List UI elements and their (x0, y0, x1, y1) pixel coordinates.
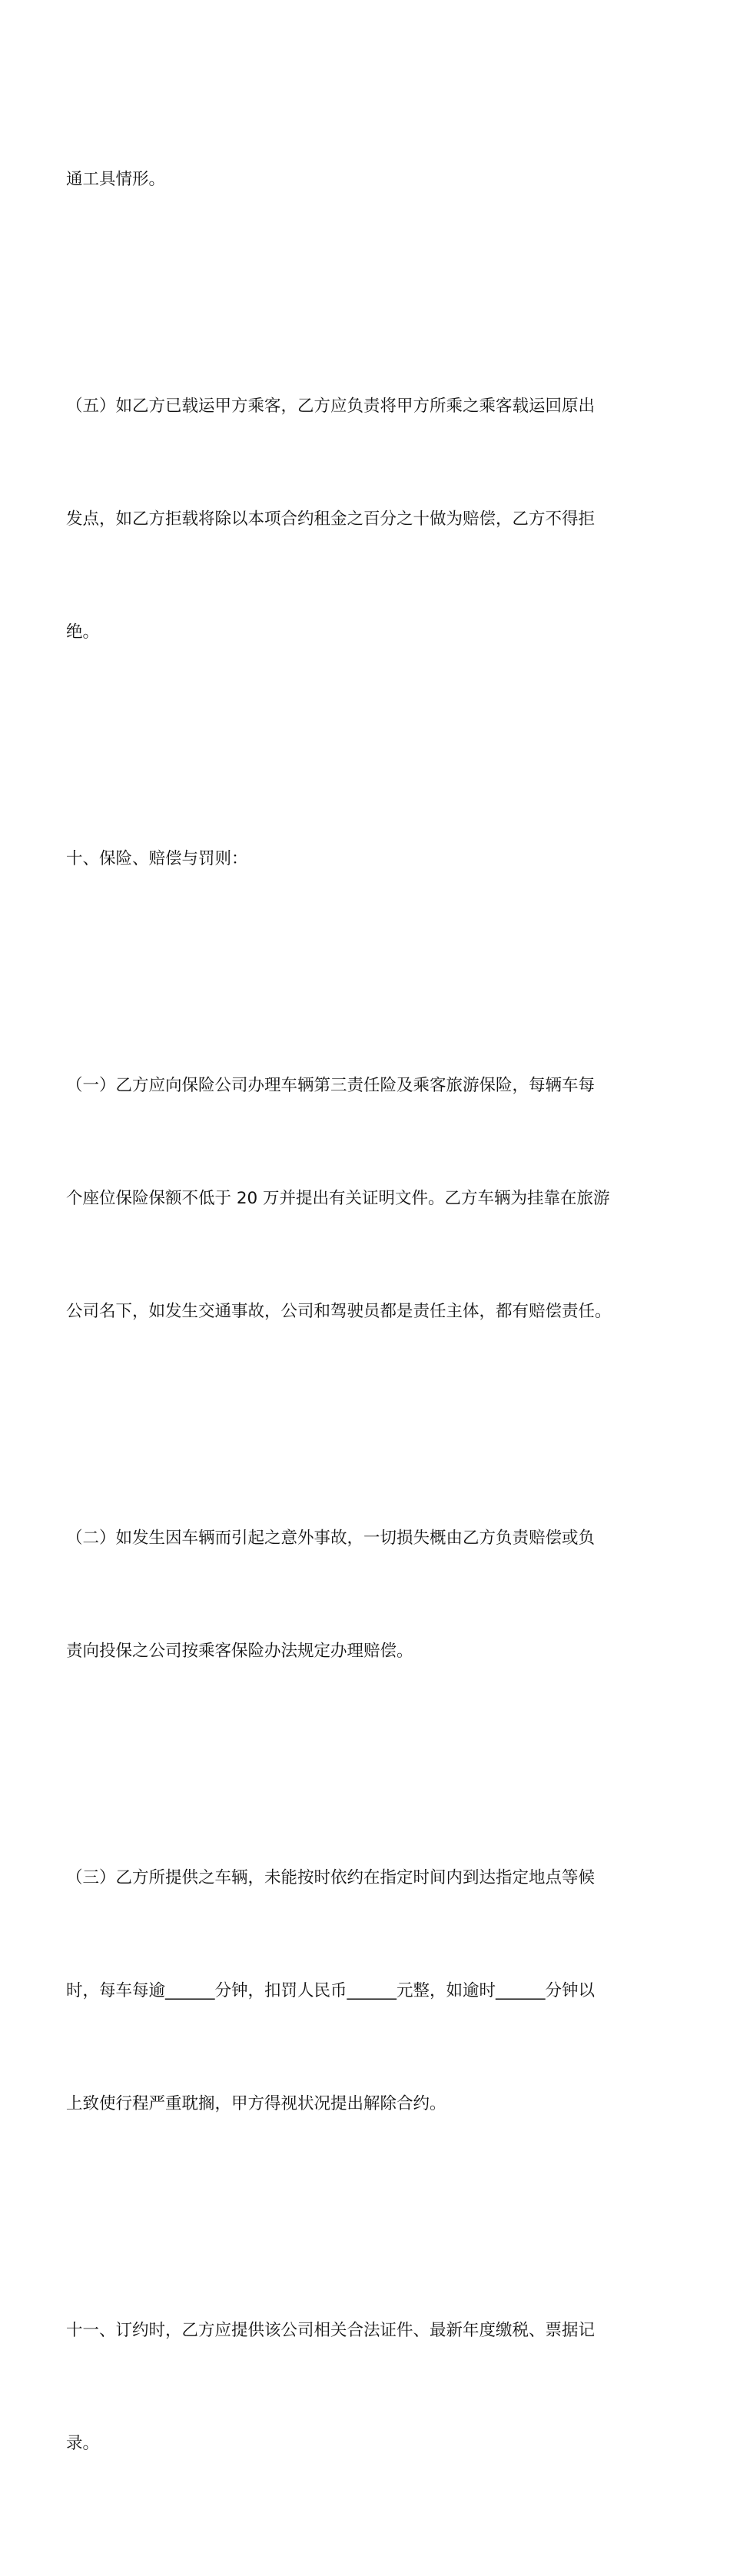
paragraph-clause-1 (66, 991, 665, 1406)
text-line: 通工具情形。 (66, 170, 166, 189)
text-line: 发点，如乙方拒载将除以本项合约租金之百分之十做为赔偿，乙方不得拒 (66, 510, 596, 529)
text-line: 绝。 (66, 622, 100, 642)
text-line: 时，每车每逾______分钟，扣罚人民币______元整，如逾时______分钟以 (66, 1981, 596, 2000)
text-line: 十一、订约时，乙方应提供该公司相关合法证件、最新年度缴税、票据记 (66, 2321, 596, 2340)
text-line: 公司名下，如发生交通事故，公司和驾驶员都是责任主体，都有赔偿责任。 (66, 1302, 612, 1321)
text-line: （一）乙方应向保险公司办理车辆第三责任险及乘客旅游保险，每辆车每 (66, 1076, 596, 1095)
text-line: 十、保险、赔偿与罚则： (66, 849, 248, 868)
section-heading-10 (66, 765, 665, 953)
text-line: 录。 (66, 2434, 100, 2453)
paragraph-transport-tool-case (66, 85, 665, 274)
text-line: （三）乙方所提供之车辆，未能按时依约在指定时间内到达指定地点等候 (66, 1868, 596, 1887)
text-line: 个座位保险保额不低于 20 万并提出有关证明文件。乙方车辆为挂靠在旅游 (66, 1189, 610, 1208)
text-line: 上致使行程严重耽搁，甲方得视状况提出解除合约。 (66, 2094, 446, 2113)
paragraph-clause-2 (66, 1444, 665, 1745)
paragraph-clause-3 (66, 1784, 665, 2198)
section-heading-11 (66, 2236, 665, 2538)
text-line: 责向投保之公司按乘客保险办法规定办理赔偿。 (66, 1642, 413, 1661)
text-line: （二）如发生因车辆而引起之意外事故，一切损失概由乙方负责赔偿或负 (66, 1529, 596, 1548)
document-page (66, 85, 665, 2576)
text-line: （五）如乙方已载运甲方乘客，乙方应负责将甲方所乘之乘客载运回原出 (66, 397, 596, 416)
paragraph-clause-5 (66, 312, 665, 726)
